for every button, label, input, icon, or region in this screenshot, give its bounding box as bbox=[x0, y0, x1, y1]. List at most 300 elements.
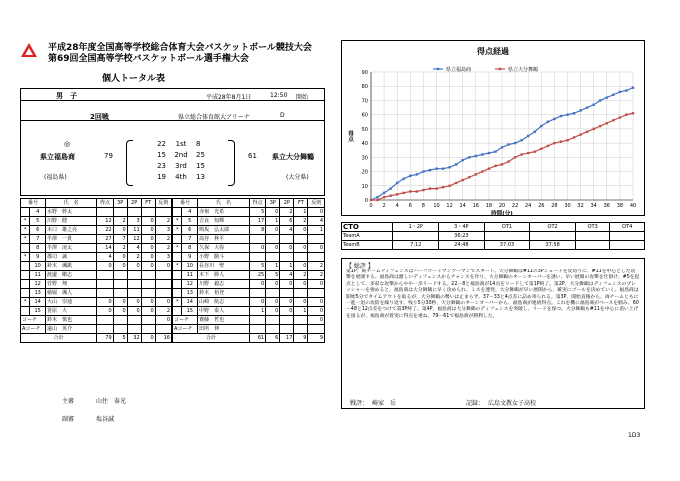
table-cell: 田所 伸 bbox=[198, 325, 250, 334]
table-cell: 17 bbox=[280, 334, 294, 343]
table-cell: 合計 bbox=[173, 334, 250, 343]
table-cell: 0 bbox=[97, 262, 113, 271]
team-b-name: 県立大分舞鶴 bbox=[272, 153, 314, 161]
table-cell: 0 bbox=[266, 226, 280, 235]
x-tick-label: 10 bbox=[433, 203, 440, 209]
y-tick-label: 70 bbox=[361, 98, 368, 105]
table-cell: 32 bbox=[127, 334, 141, 343]
data-point bbox=[573, 136, 575, 138]
coach-row bbox=[173, 325, 325, 334]
table-cell bbox=[113, 271, 127, 280]
table-cell bbox=[21, 271, 30, 280]
data-point bbox=[383, 196, 385, 198]
table-cell: 2 bbox=[113, 244, 127, 253]
x-tick-label: 28 bbox=[551, 203, 558, 209]
timeout-table bbox=[341, 222, 645, 250]
table-cell: 0 bbox=[141, 217, 155, 226]
table-cell: 6 bbox=[266, 334, 280, 343]
table-cell: 1 bbox=[249, 307, 265, 316]
table-cell: 1 bbox=[294, 208, 308, 217]
table-cell: 79 bbox=[97, 334, 113, 343]
officer: 崎家 岳 bbox=[372, 400, 397, 407]
table-cell bbox=[530, 232, 576, 241]
data-point bbox=[599, 125, 601, 127]
table-cell: 鳴坂 弘太郎 bbox=[198, 226, 250, 235]
data-point bbox=[612, 94, 614, 96]
data-point bbox=[416, 173, 418, 175]
table-cell bbox=[141, 316, 155, 325]
team-a-pref: (福島県) bbox=[44, 174, 67, 181]
table-cell: 0 bbox=[155, 262, 171, 271]
table-cell: 0 bbox=[141, 334, 155, 343]
table-cell: 15 bbox=[182, 307, 198, 316]
table-cell: 長谷川 聖 bbox=[198, 262, 250, 271]
table-cell: 5 bbox=[249, 208, 265, 217]
period-label: 4th bbox=[175, 173, 187, 181]
table-cell: TeamB bbox=[342, 241, 393, 250]
table-cell: 0 bbox=[141, 235, 155, 244]
table-cell bbox=[610, 232, 645, 241]
table-cell bbox=[308, 253, 325, 262]
coach-row bbox=[21, 316, 172, 325]
table-cell: 木下 勝人 bbox=[198, 271, 250, 280]
column-header: FT bbox=[294, 199, 308, 208]
table-cell bbox=[266, 325, 280, 334]
table-row bbox=[173, 235, 325, 244]
table-cell: 1 bbox=[266, 217, 280, 226]
score-progress-chart bbox=[341, 40, 645, 216]
table-row bbox=[21, 289, 172, 298]
column-header: 得点 bbox=[97, 199, 113, 208]
table-cell: 鈴木 慎也 bbox=[45, 316, 96, 325]
court: D bbox=[280, 112, 285, 119]
table-cell: 0 bbox=[294, 244, 308, 253]
game-time: 12:50 bbox=[270, 92, 288, 99]
table-row bbox=[173, 217, 325, 226]
table-cell: 17 bbox=[249, 217, 265, 226]
data-point bbox=[507, 160, 509, 162]
referee: 山住 泰光 bbox=[96, 398, 127, 405]
table-cell bbox=[21, 262, 30, 271]
table-cell bbox=[113, 280, 127, 289]
table-cell: 0 bbox=[294, 226, 308, 235]
table-cell: 0 bbox=[141, 298, 155, 307]
title-line2: 第69回全国高等学校バスケットボール選手権大会 bbox=[48, 54, 249, 64]
table-row bbox=[21, 262, 172, 271]
data-point bbox=[370, 199, 372, 201]
table-cell: 5 bbox=[266, 271, 280, 280]
data-point bbox=[593, 128, 595, 130]
x-tick-label: 8 bbox=[421, 203, 425, 209]
table-cell: 2 bbox=[308, 262, 325, 271]
table-cell: 8 bbox=[182, 244, 198, 253]
table-cell: 14 bbox=[182, 298, 198, 307]
table-cell: 5 bbox=[30, 217, 46, 226]
period-score-a: 23 bbox=[157, 162, 166, 170]
table-cell: 山崎 航志 bbox=[198, 298, 250, 307]
umpire: 塩谷誠 bbox=[96, 416, 115, 423]
table-row bbox=[21, 307, 172, 316]
table-row bbox=[21, 298, 172, 307]
data-point bbox=[547, 145, 549, 147]
table-cell: 0 bbox=[266, 307, 280, 316]
table-cell bbox=[127, 208, 141, 217]
table-cell: 赤嶺 光希 bbox=[198, 208, 250, 217]
data-point bbox=[586, 131, 588, 133]
table-header-row bbox=[173, 199, 325, 208]
column-header: 番号 bbox=[21, 199, 46, 208]
data-point bbox=[520, 139, 522, 141]
period-score-a: 19 bbox=[157, 173, 166, 181]
table-cell: 4 bbox=[127, 244, 141, 253]
team-a-mark: ◎ bbox=[64, 140, 71, 148]
column-header: OT4 bbox=[610, 223, 645, 232]
table-cell: * bbox=[173, 226, 182, 235]
period-row bbox=[138, 139, 226, 150]
table-cell bbox=[173, 253, 182, 262]
period-label: 2nd bbox=[174, 151, 188, 159]
period-score-a: 22 bbox=[157, 140, 166, 148]
table-cell: 4 bbox=[97, 253, 113, 262]
x-tick-label: 32 bbox=[577, 203, 584, 209]
table-row bbox=[173, 307, 325, 316]
table-cell bbox=[280, 325, 294, 334]
column-header: 氏 名 bbox=[198, 199, 250, 208]
column-header: 得点 bbox=[249, 199, 265, 208]
table-cell bbox=[127, 316, 141, 325]
table-cell: 齋藤 哲也 bbox=[198, 316, 250, 325]
table-cell: * bbox=[21, 226, 30, 235]
table-cell: 0 bbox=[127, 307, 141, 316]
table-cell bbox=[280, 316, 294, 325]
team-b-total: 61 bbox=[248, 152, 257, 160]
table-cell bbox=[173, 208, 182, 217]
table-cell: * bbox=[173, 217, 182, 226]
data-point bbox=[468, 156, 470, 158]
table-cell bbox=[97, 208, 113, 217]
table-cell bbox=[127, 271, 141, 280]
table-cell: 4 bbox=[280, 271, 294, 280]
table-cell: 0 bbox=[249, 280, 265, 289]
table-cell: 2 bbox=[155, 244, 171, 253]
table-row bbox=[21, 226, 172, 235]
table-cell: 1 bbox=[308, 226, 325, 235]
table-cell: 5 bbox=[113, 334, 127, 343]
data-point bbox=[442, 186, 444, 188]
column-header: 2P bbox=[280, 199, 294, 208]
data-point bbox=[553, 118, 555, 120]
table-cell bbox=[155, 208, 171, 217]
table-cell: 9 bbox=[294, 334, 308, 343]
table-cell bbox=[294, 289, 308, 298]
team-b-box-score bbox=[172, 198, 325, 343]
table-cell: 11 bbox=[30, 271, 46, 280]
data-point bbox=[507, 143, 509, 145]
table-cell: 渡邊 剛志 bbox=[45, 271, 96, 280]
table-cell: 0 bbox=[113, 307, 127, 316]
table-row bbox=[173, 253, 325, 262]
table-cell: 7:12 bbox=[393, 241, 439, 250]
data-point bbox=[573, 112, 575, 114]
y-tick-label: 60 bbox=[361, 112, 368, 119]
table-cell bbox=[266, 235, 280, 244]
table-cell bbox=[308, 325, 325, 334]
table-cell: 14 bbox=[30, 298, 46, 307]
table-cell bbox=[484, 232, 530, 241]
column-header: CTO bbox=[342, 223, 393, 232]
y-tick-label: 0 bbox=[364, 198, 368, 204]
data-point bbox=[540, 125, 542, 127]
data-point bbox=[612, 119, 614, 121]
notes-text: 第1P、両チームディフェンスはハーフコートマンツーマンでスタート。大分舞鶴は#11の3Pシュートを皮切りに、#11を中心とした攻撃を展開する。福島商は激しいディフェンスからチャンスを作り、大分舞鶴のターンオーバーを誘い、早い展開の攻撃を仕掛け、#5を起点として、多彩な攻撃からやや一歩リードする。22－8と福島商が14点をリードして第1P終了。第2P、大分舞鶴はディフェンスのプレッシャーを強めると、福島商は大分舞鶴に早く攻められ、ミスを連発。大分舞鶴が早い展開から、確実にゴールを決めていく。福島商は開始5分でタイムアウトを取るが、大分舞鶴の勢いは止まらず、37－33と4点差に詰め寄られる。第3P、開始直後から、両チームともに一進一退の攻防を繰り返す。残り5分30秒、大分舞鶴のターンオーバーから、福島商が連続得点。これを機に福島商がペースを掴み、60－48と12点差をつけて第3P終了。第4P、福島商は大分舞鶴のディフェンスを突破し、リードを保つ。大分舞鶴も#11を中心に追い上げを図るが、福島商が着実に得点を重ね、79－61で福島商が勝利した。 bbox=[346, 269, 640, 319]
table-cell: 0 bbox=[127, 262, 141, 271]
data-point bbox=[468, 176, 470, 178]
table-cell: 0 bbox=[155, 298, 171, 307]
table-cell: 0 bbox=[280, 244, 294, 253]
table-cell: 3 bbox=[155, 226, 171, 235]
legend-marker bbox=[499, 68, 501, 70]
table-cell: 0 bbox=[249, 298, 265, 307]
team-a-box-score bbox=[20, 198, 172, 343]
data-point bbox=[462, 179, 464, 181]
page-title: 個人トータル表 bbox=[102, 74, 166, 84]
table-cell: 61 bbox=[249, 334, 265, 343]
table-row bbox=[173, 208, 325, 217]
total-row bbox=[21, 334, 172, 343]
table-cell: 13 bbox=[182, 289, 198, 298]
data-point bbox=[383, 192, 385, 194]
data-point bbox=[429, 169, 431, 171]
table-cell: 25 bbox=[249, 271, 265, 280]
table-cell bbox=[294, 253, 308, 262]
table-cell: 4 bbox=[308, 217, 325, 226]
table-cell bbox=[308, 235, 325, 244]
table-cell: 3 bbox=[127, 217, 141, 226]
legend-label: 県立福島商 bbox=[446, 67, 472, 73]
table-cell: 0 bbox=[141, 307, 155, 316]
column-header: 反則 bbox=[308, 199, 325, 208]
table-cell: 12 bbox=[97, 217, 113, 226]
data-point bbox=[553, 142, 555, 144]
table-cell: 5 bbox=[182, 217, 198, 226]
table-cell: 7 bbox=[30, 235, 46, 244]
table-cell bbox=[113, 289, 127, 298]
table-cell: 2 bbox=[280, 208, 294, 217]
data-point bbox=[416, 190, 418, 192]
data-point bbox=[566, 139, 568, 141]
table-cell bbox=[575, 232, 610, 241]
umpire-label: 副審 bbox=[62, 416, 75, 423]
table-cell: 8 bbox=[249, 226, 265, 235]
legend-marker bbox=[437, 68, 439, 70]
table-cell bbox=[127, 289, 141, 298]
table-cell: 12 bbox=[127, 235, 141, 244]
table-cell: * bbox=[173, 244, 182, 253]
table-cell: 0 bbox=[141, 262, 155, 271]
data-point bbox=[619, 91, 621, 93]
period-scores bbox=[138, 139, 226, 183]
table-cell: 0 bbox=[280, 307, 294, 316]
x-tick-label: 24 bbox=[525, 203, 532, 209]
table-cell: 37:03 bbox=[484, 241, 530, 250]
data-point bbox=[488, 168, 490, 170]
y-tick-label: 50 bbox=[361, 126, 368, 133]
table-cell bbox=[97, 316, 113, 325]
table-cell bbox=[249, 235, 265, 244]
column-header: 反則 bbox=[155, 199, 171, 208]
table-cell: 0 bbox=[97, 307, 113, 316]
table-cell bbox=[308, 289, 325, 298]
recorder: 広島文教女子高校 bbox=[488, 400, 537, 407]
table-cell: 0 bbox=[113, 298, 127, 307]
x-tick-label: 4 bbox=[395, 203, 399, 209]
table-cell: 11 bbox=[182, 271, 198, 280]
table-cell bbox=[21, 244, 30, 253]
title-line1: 平成28年度全国高等学校総合体育大会バスケットボール競技大会 bbox=[48, 43, 312, 53]
table-cell bbox=[155, 280, 171, 289]
data-point bbox=[625, 113, 627, 115]
data-point bbox=[632, 86, 634, 88]
table-cell: 37:58 bbox=[530, 241, 576, 250]
table-cell: 6 bbox=[30, 226, 46, 235]
period-row bbox=[138, 150, 226, 161]
table-cell: 0 bbox=[155, 316, 171, 325]
table-cell: 10 bbox=[182, 262, 198, 271]
table-cell bbox=[21, 208, 30, 217]
table-cell: 0 bbox=[280, 280, 294, 289]
table-cell: * bbox=[173, 262, 182, 271]
table-cell: 0 bbox=[113, 226, 127, 235]
data-point bbox=[593, 104, 595, 106]
table-cell bbox=[127, 325, 141, 334]
table-cell: * bbox=[21, 217, 30, 226]
table-cell: * bbox=[21, 253, 30, 262]
data-point bbox=[409, 175, 411, 177]
table-row bbox=[21, 253, 172, 262]
period-label: 3rd bbox=[175, 162, 187, 170]
category: 男 子 bbox=[56, 92, 77, 100]
officer-label: 戦評： bbox=[350, 400, 369, 407]
bracket-left bbox=[126, 140, 133, 186]
data-point bbox=[625, 89, 627, 91]
table-row bbox=[173, 271, 325, 280]
table-cell: 0 bbox=[294, 262, 308, 271]
x-axis-label: 時間(分) bbox=[491, 211, 513, 216]
period-score-b: 15 bbox=[196, 162, 205, 170]
table-cell: 中野 泰人 bbox=[198, 307, 250, 316]
table-cell bbox=[249, 316, 265, 325]
table-cell: 15 bbox=[30, 307, 46, 316]
data-point bbox=[599, 99, 601, 101]
data-point bbox=[403, 192, 405, 194]
column-header: 3・4P bbox=[439, 223, 485, 232]
table-cell bbox=[155, 325, 171, 334]
table-cell bbox=[141, 289, 155, 298]
data-point bbox=[547, 121, 549, 123]
table-row bbox=[21, 217, 172, 226]
table-cell: 0 bbox=[141, 253, 155, 262]
table-cell: 0 bbox=[127, 298, 141, 307]
data-point bbox=[527, 135, 529, 137]
table-cell: 4 bbox=[182, 208, 198, 217]
data-point bbox=[534, 150, 536, 152]
table-cell: 0 bbox=[308, 307, 325, 316]
x-tick-label: 40 bbox=[629, 203, 637, 209]
round: 2回戦 bbox=[90, 113, 109, 121]
table-cell: 3 bbox=[155, 253, 171, 262]
legend-label: 県立大分舞鶴 bbox=[508, 67, 539, 73]
table-cell bbox=[575, 241, 610, 250]
x-tick-label: 2 bbox=[382, 203, 386, 209]
table-cell: 16 bbox=[155, 334, 171, 343]
table-cell: 2 bbox=[155, 217, 171, 226]
table-cell: 0 bbox=[308, 280, 325, 289]
table-cell: 22 bbox=[97, 226, 113, 235]
table-cell bbox=[141, 208, 155, 217]
data-point bbox=[586, 106, 588, 108]
table-cell: 0 bbox=[97, 298, 113, 307]
table-cell: 鈴木 裕登 bbox=[198, 289, 250, 298]
x-tick-label: 22 bbox=[511, 203, 519, 209]
table-cell bbox=[155, 289, 171, 298]
table-cell bbox=[97, 325, 113, 334]
table-cell: 12 bbox=[30, 280, 46, 289]
table-cell: 小野 駿斗 bbox=[198, 253, 250, 262]
table-cell: 0 bbox=[308, 298, 325, 307]
data-point bbox=[422, 170, 424, 172]
table-header-row bbox=[342, 223, 645, 232]
table-cell: 27 bbox=[97, 235, 113, 244]
table-cell bbox=[113, 316, 127, 325]
x-tick-label: 18 bbox=[485, 203, 493, 209]
x-tick-label: 12 bbox=[446, 203, 453, 209]
period-row bbox=[138, 161, 226, 172]
data-point bbox=[540, 148, 542, 150]
data-point bbox=[429, 187, 431, 189]
data-point bbox=[475, 155, 477, 157]
table-cell: 9 bbox=[182, 253, 198, 262]
data-point bbox=[501, 146, 503, 148]
data-point bbox=[409, 190, 411, 192]
table-cell bbox=[155, 271, 171, 280]
table-cell: 9 bbox=[30, 253, 46, 262]
table-cell bbox=[141, 280, 155, 289]
y-tick-label: 20 bbox=[361, 169, 368, 176]
table-cell bbox=[266, 253, 280, 262]
table-cell bbox=[173, 235, 182, 244]
data-point bbox=[481, 153, 483, 155]
data-point bbox=[396, 193, 398, 195]
data-point bbox=[494, 165, 496, 167]
table-cell bbox=[97, 280, 113, 289]
data-point bbox=[455, 163, 457, 165]
table-row bbox=[173, 289, 325, 298]
data-point bbox=[462, 159, 464, 161]
chart-title: 得点経過 bbox=[477, 47, 509, 56]
x-tick-label: 26 bbox=[538, 203, 545, 209]
data-point bbox=[606, 122, 608, 124]
data-point bbox=[475, 173, 477, 175]
x-tick-label: 38 bbox=[616, 203, 624, 209]
data-point bbox=[376, 199, 378, 201]
table-row bbox=[173, 280, 325, 289]
table-cell: TeamA bbox=[342, 232, 393, 241]
table-row bbox=[342, 241, 645, 250]
team-b-pref: (大分県) bbox=[286, 174, 309, 181]
table-cell bbox=[21, 307, 30, 316]
column-header: 1・2P bbox=[393, 223, 439, 232]
table-cell: * bbox=[173, 298, 182, 307]
